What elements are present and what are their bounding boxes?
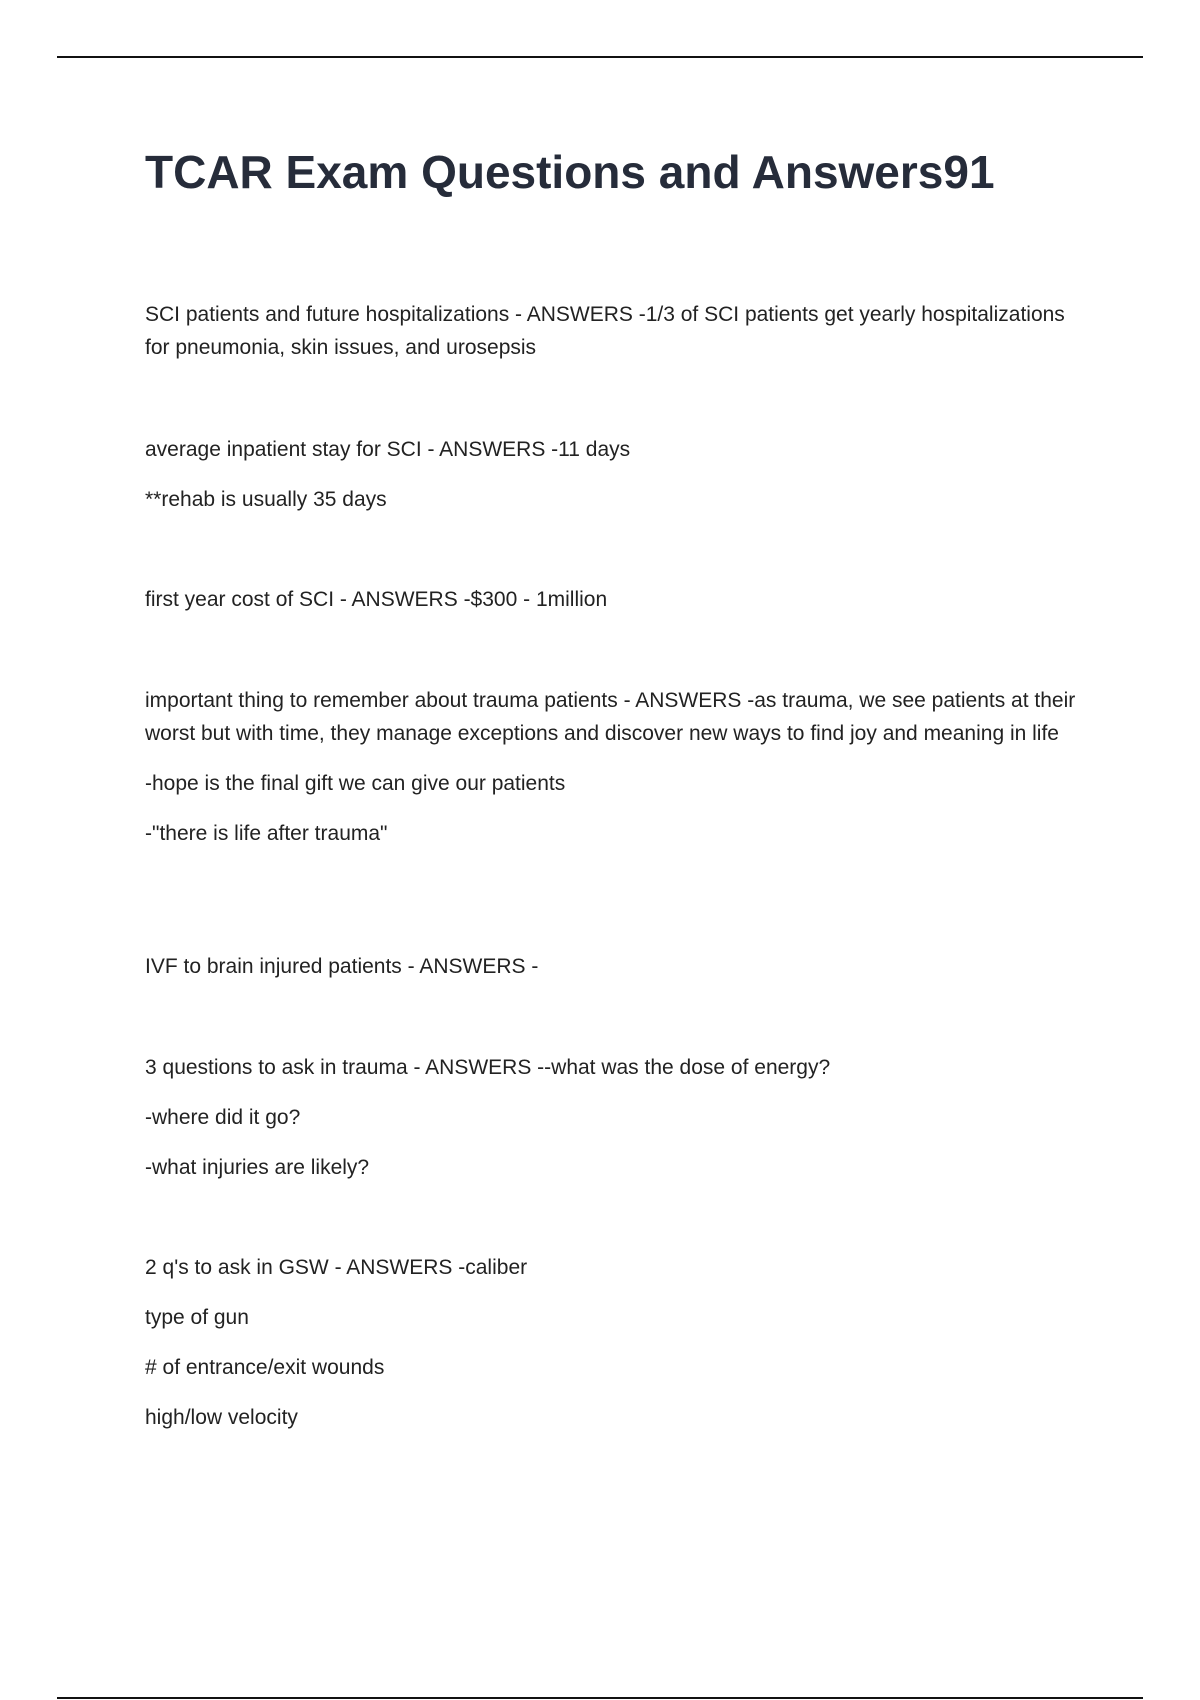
qa-item (145, 433, 1085, 533)
qa-text: type of gun (145, 1306, 249, 1329)
qa-text: -hope is the final gift we can give our patients (145, 772, 566, 795)
qa-text: first year cost of SCI - ANSWERS -$300 - 1million (145, 588, 608, 611)
qa-text: 3 questions to ask in trauma - ANSWERS --what was the dose of energy? (145, 1056, 831, 1079)
qa-text: # of entrance/exit wounds (145, 1356, 385, 1379)
qa-text: 2 q's to ask in GSW - ANSWERS -caliber (145, 1256, 528, 1279)
qa-text: high/low velocity (145, 1406, 298, 1429)
qa-item (145, 950, 1085, 1000)
qa-text: -"there is life after trauma" (145, 822, 388, 845)
document-title: TCAR Exam Questions and Answers91 (145, 146, 995, 198)
bottom-rule (57, 1697, 1143, 1699)
qa-text: -where did it go? (145, 1106, 301, 1129)
qa-text: IVF to brain injured patients - ANSWERS - (145, 955, 539, 978)
qa-item (145, 684, 1085, 867)
qa-item (145, 298, 1085, 381)
qa-item (145, 583, 1085, 633)
qa-text: -what injuries are likely? (145, 1156, 370, 1179)
qa-text: **rehab is usually 35 days (145, 488, 387, 511)
top-rule (57, 56, 1143, 58)
qa-item (145, 1051, 1085, 1201)
qa-text: average inpatient stay for SCI - ANSWERS -11 days (145, 438, 631, 461)
qa-text: important thing to remember about trauma patients - ANSWERS -as trauma, we see patients at their worst but with time, they manage exceptions and discover new ways to find joy and meaning in life (145, 689, 1076, 745)
qa-text: SCI patients and future hospitalizations - ANSWERS -1/3 of SCI patients get yearly hospitalizations for pneumonia, skin issues, and urosepsis (145, 303, 1065, 359)
qa-item (145, 1251, 1085, 1451)
